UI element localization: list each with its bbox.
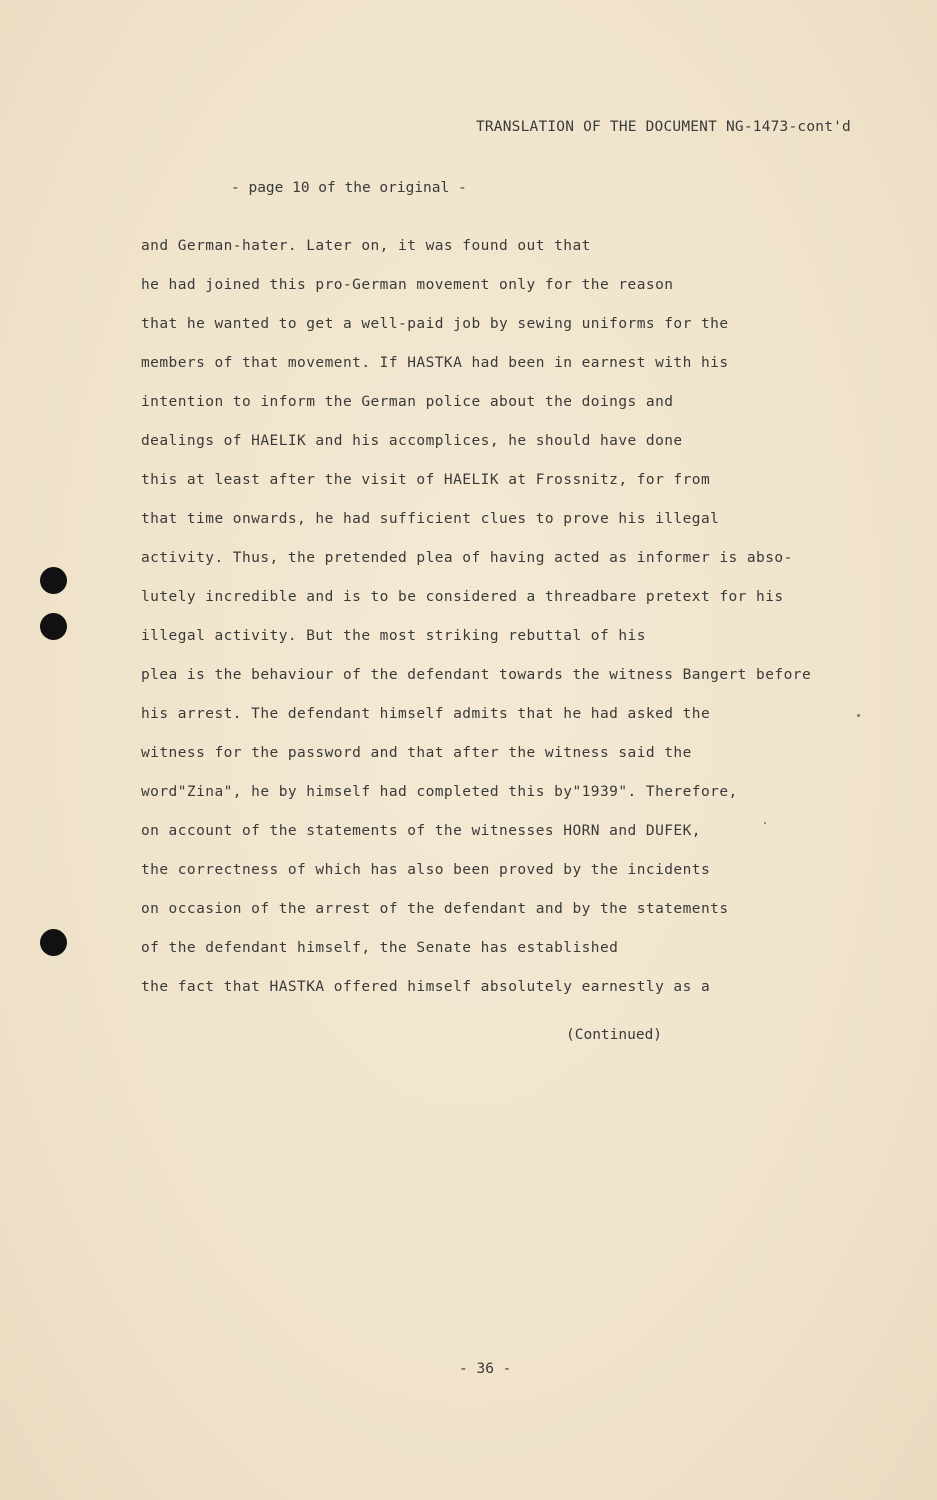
body-line: lutely incredible and is to be considered a threadbare pretext for his <box>141 589 784 605</box>
body-line: he had joined this pro-German movement only for the reason <box>141 277 674 293</box>
body-line: that time onwards, he had sufficient clues to prove his illegal <box>141 511 720 527</box>
body-line: his arrest. The defendant himself admits that he had asked the <box>141 706 711 722</box>
paper-speck <box>857 714 860 717</box>
document-reference-header: TRANSLATION OF THE DOCUMENT NG-1473-cont'd <box>475 119 851 135</box>
body-line: activity. Thus, the pretended plea of having acted as informer is abso- <box>141 550 793 566</box>
body-line: witness for the password and that after the witness said the <box>141 745 692 761</box>
body-line: members of that movement. If HASTKA had been in earnest with his <box>141 355 729 371</box>
punch-hole <box>40 929 67 956</box>
punch-hole <box>40 567 67 594</box>
body-text <box>141 236 861 1016</box>
body-line: that he wanted to get a well-paid job by sewing uniforms for the <box>141 316 729 332</box>
body-line: on account of the statements of the witnesses HORN and DUFEK, <box>141 823 701 839</box>
continued-note: (Continued) <box>566 1027 663 1043</box>
body-line: the correctness of which has also been proved by the incidents <box>141 862 711 878</box>
original-page-note: - page 10 of the original - <box>231 180 467 196</box>
body-line: of the defendant himself, the Senate has established <box>141 940 619 956</box>
body-line: dealings of HAELIK and his accomplices, he should have done <box>141 433 683 449</box>
body-line: illegal activity. But the most striking rebuttal of his <box>141 628 646 644</box>
body-line: this at least after the visit of HAELIK at Frossnitz, for from <box>141 472 711 488</box>
paper-speck <box>764 822 766 824</box>
punch-hole <box>40 613 67 640</box>
body-line: on occasion of the arrest of the defendant and by the statements <box>141 901 729 917</box>
body-line: plea is the behaviour of the defendant towards the witness Bangert before <box>141 667 812 683</box>
body-line: intention to inform the German police about the doings and <box>141 394 674 410</box>
page-number: - 36 - <box>459 1361 512 1377</box>
body-line: and German-hater. Later on, it was found out that <box>141 238 591 254</box>
body-line: the fact that HASTKA offered himself absolutely earnestly as a <box>141 979 711 995</box>
body-line: word"Zina", he by himself had completed this by"1939". Therefore, <box>141 784 738 800</box>
